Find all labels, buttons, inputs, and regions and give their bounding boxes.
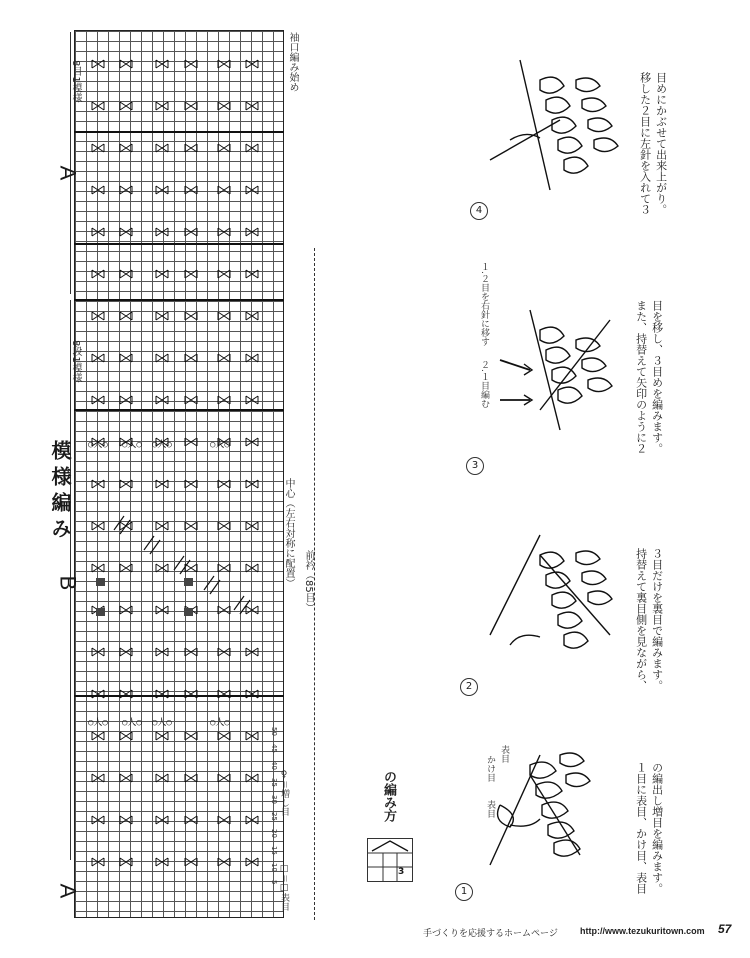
row-number: 15 xyxy=(270,846,278,855)
cable-cross-icon xyxy=(218,690,230,698)
row-number: 5 xyxy=(270,880,278,885)
repeat-label-8-rows: 8段1模様 xyxy=(70,340,81,383)
step-2-number: 2 xyxy=(460,678,478,696)
cable-cross-icon xyxy=(120,396,132,404)
cable-cross-icon xyxy=(120,270,132,278)
cable-cross-icon xyxy=(218,102,230,110)
section-label-b: B xyxy=(55,575,81,591)
cable-cross-icon xyxy=(185,522,197,530)
cable-cross-icon xyxy=(246,186,258,194)
cable-cross-icon xyxy=(92,858,104,866)
diagonal-cable-icon xyxy=(234,596,250,614)
method-heading: の編み方 xyxy=(381,770,396,822)
cable-cross-icon xyxy=(185,102,197,110)
repeat-label-8: 8目1模様 xyxy=(70,60,81,103)
cable-cross-icon xyxy=(120,816,132,824)
yarnover-decrease-mark: ○人○ xyxy=(122,440,142,450)
cable-cross-icon xyxy=(218,186,230,194)
cable-cross-icon xyxy=(120,60,132,68)
cable-cross-icon xyxy=(246,858,258,866)
cable-cross-icon xyxy=(218,396,230,404)
cable-cross-icon xyxy=(92,144,104,152)
cable-cross-icon xyxy=(92,60,104,68)
cable-cross-icon xyxy=(92,480,104,488)
cable-cross-icon xyxy=(218,144,230,152)
cable-cross-icon xyxy=(218,816,230,824)
cable-cross-icon xyxy=(246,522,258,530)
row-number: 40 xyxy=(270,761,278,770)
cable-cross-icon xyxy=(218,522,230,530)
legend-increase: ♀＝増し目 xyxy=(279,770,289,817)
filled-stitch-icon xyxy=(184,608,193,616)
step-3-caption-a: また、持替えて矢印のように２ xyxy=(634,300,648,454)
cable-cross-icon xyxy=(185,312,197,320)
cable-cross-icon xyxy=(185,144,197,152)
cable-cross-icon xyxy=(120,102,132,110)
cable-cross-icon xyxy=(156,186,168,194)
cable-symbols xyxy=(74,30,284,918)
yarnover-decrease-mark: ○人○ xyxy=(88,440,108,450)
cable-cross-icon xyxy=(120,690,132,698)
step-1-label-yarnover: かけ目 xyxy=(485,755,495,782)
cable-cross-icon xyxy=(120,564,132,572)
footer-tagline: 手づくりを応援するホームページ xyxy=(423,929,558,939)
cable-cross-icon xyxy=(92,186,104,194)
diagonal-cable-icon xyxy=(174,556,190,574)
cable-cross-icon xyxy=(156,270,168,278)
cable-cross-icon xyxy=(92,732,104,740)
method-symbol-number: 3 xyxy=(398,867,405,877)
step-4-caption-b: 目めにかぶせて出来上がり。 xyxy=(654,72,668,215)
diagonal-cable-icon xyxy=(144,536,160,554)
cable-cross-icon xyxy=(92,228,104,236)
cable-cross-icon xyxy=(156,354,168,362)
method-symbol-box xyxy=(367,838,413,882)
cable-cross-icon xyxy=(246,690,258,698)
cable-cross-icon xyxy=(156,690,168,698)
cable-cross-icon xyxy=(92,102,104,110)
cable-cross-icon xyxy=(120,144,132,152)
cable-cross-icon xyxy=(218,774,230,782)
yarnover-decrease-mark: ○人○ xyxy=(122,718,142,728)
step-3-label-slip: １.２目を右針に移す xyxy=(479,262,489,346)
row-number: 20 xyxy=(270,829,278,838)
step-1-number: 1 xyxy=(455,883,473,901)
cable-cross-icon xyxy=(156,102,168,110)
cable-cross-icon xyxy=(246,102,258,110)
cable-cross-icon xyxy=(185,690,197,698)
cable-cross-icon xyxy=(156,312,168,320)
cable-cross-icon xyxy=(92,816,104,824)
cable-cross-icon xyxy=(185,270,197,278)
cable-cross-icon xyxy=(156,60,168,68)
cable-cross-icon xyxy=(246,354,258,362)
cable-cross-icon xyxy=(156,606,168,614)
center-note: 中心（左右対称に配置） xyxy=(283,478,294,588)
cable-cross-icon xyxy=(246,438,258,446)
step-2-caption-a: 持替えて裏目側を見ながら、 xyxy=(634,548,648,691)
cable-cross-icon xyxy=(120,606,132,614)
cable-cross-icon xyxy=(246,228,258,236)
yarnover-decrease-mark: ○人○ xyxy=(88,718,108,728)
step-1-label-knit-b: 表目 xyxy=(499,745,509,763)
cable-cross-icon xyxy=(246,648,258,656)
cable-cross-icon xyxy=(120,228,132,236)
cable-cross-icon xyxy=(185,648,197,656)
cable-cross-icon xyxy=(185,732,197,740)
footer-url[interactable]: http://www.tezukuritown.com xyxy=(580,926,705,936)
cable-cross-icon xyxy=(92,774,104,782)
cable-cross-icon xyxy=(92,396,104,404)
cable-cross-icon xyxy=(185,858,197,866)
cable-cross-icon xyxy=(120,732,132,740)
section-label-a-bottom: A xyxy=(55,883,81,899)
cable-cross-icon xyxy=(92,690,104,698)
yarnover-decrease-mark: ○人○ xyxy=(152,718,172,728)
cable-cross-icon xyxy=(218,312,230,320)
cable-cross-icon xyxy=(185,60,197,68)
cable-cross-icon xyxy=(120,858,132,866)
row-number: 10 xyxy=(270,863,278,872)
cable-cross-icon xyxy=(120,312,132,320)
step-4-illustration xyxy=(480,50,620,210)
cable-cross-icon xyxy=(156,144,168,152)
cable-cross-icon xyxy=(218,270,230,278)
yarnover-decrease-mark: ○人○ xyxy=(210,718,230,728)
cable-cross-icon xyxy=(156,522,168,530)
chart-title: 模様編み xyxy=(48,440,72,544)
cable-cross-icon xyxy=(246,606,258,614)
step-4-number: 4 xyxy=(470,202,488,220)
cable-cross-icon xyxy=(92,564,104,572)
step-3-illustration xyxy=(480,300,620,450)
step-2-illustration xyxy=(480,525,620,675)
cable-cross-icon xyxy=(218,732,230,740)
cable-cross-icon xyxy=(156,816,168,824)
cable-cross-icon xyxy=(246,564,258,572)
step-3-caption-b: 目を移し、３目めを編みます。 xyxy=(650,300,664,454)
cable-cross-icon xyxy=(246,732,258,740)
step-1-caption-a: １目に表目、かけ目、表目 xyxy=(634,762,648,894)
cable-cross-icon xyxy=(185,396,197,404)
cable-cross-icon xyxy=(120,354,132,362)
cable-cross-icon xyxy=(92,522,104,530)
cable-cross-icon xyxy=(92,354,104,362)
step-1-caption-b: の編出し増目を編みます。 xyxy=(650,762,664,894)
cable-cross-icon xyxy=(185,438,197,446)
section-label-a-top: A xyxy=(55,165,81,181)
step-3-number: 3 xyxy=(466,457,484,475)
cable-cross-icon xyxy=(185,774,197,782)
row-number: 50 xyxy=(270,727,278,736)
front-width-label: 前衿（85目） xyxy=(303,550,314,613)
step-1-label-knit-a: 表目 xyxy=(485,800,495,818)
cable-cross-icon xyxy=(246,144,258,152)
cable-cross-icon xyxy=(156,480,168,488)
cable-cross-icon xyxy=(246,396,258,404)
cable-cross-icon xyxy=(120,480,132,488)
cable-cross-icon xyxy=(246,312,258,320)
cable-cross-icon xyxy=(156,732,168,740)
row-number: 35 xyxy=(270,778,278,787)
begin-row-label: 袖口編み始め xyxy=(287,32,298,92)
cable-cross-icon xyxy=(92,648,104,656)
cable-cross-icon xyxy=(185,816,197,824)
method-symbol-icon xyxy=(368,839,412,881)
cable-cross-icon xyxy=(156,396,168,404)
diagonal-cable-icon xyxy=(204,576,220,594)
legend-knit: □＝□表目 xyxy=(279,864,289,912)
cable-cross-icon xyxy=(246,480,258,488)
cable-cross-icon xyxy=(246,774,258,782)
yarnover-decrease-mark: ○人○ xyxy=(152,440,172,450)
cable-cross-icon xyxy=(218,228,230,236)
cable-cross-icon xyxy=(185,354,197,362)
yarnover-decrease-mark: ○人○ xyxy=(210,440,230,450)
cable-cross-icon xyxy=(156,228,168,236)
row-number: 45 xyxy=(270,744,278,753)
cable-cross-icon xyxy=(246,60,258,68)
cable-cross-icon xyxy=(185,228,197,236)
cable-cross-icon xyxy=(185,480,197,488)
cable-cross-icon xyxy=(92,270,104,278)
step-3-label-knit: ２.１目編む xyxy=(479,360,489,408)
row-number: 25 xyxy=(270,812,278,821)
filled-stitch-icon xyxy=(96,578,105,586)
cable-cross-icon xyxy=(218,564,230,572)
cable-cross-icon xyxy=(120,186,132,194)
cable-cross-icon xyxy=(120,648,132,656)
cable-cross-icon xyxy=(246,816,258,824)
page-number: 57 xyxy=(718,922,732,936)
step-4-caption-a: 移した２目に左針を入れて３ xyxy=(638,72,652,215)
cable-cross-icon xyxy=(156,564,168,572)
filled-stitch-icon xyxy=(184,578,193,586)
filled-stitch-icon xyxy=(96,608,105,616)
cable-cross-icon xyxy=(218,60,230,68)
cable-cross-icon xyxy=(156,858,168,866)
cable-cross-icon xyxy=(218,858,230,866)
cable-cross-icon xyxy=(218,606,230,614)
cable-cross-icon xyxy=(120,774,132,782)
cable-cross-icon xyxy=(156,774,168,782)
cable-cross-icon xyxy=(218,648,230,656)
cable-cross-icon xyxy=(218,480,230,488)
cable-cross-icon xyxy=(185,186,197,194)
row-number: 30 xyxy=(270,795,278,804)
cable-cross-icon xyxy=(156,648,168,656)
cable-cross-icon xyxy=(246,270,258,278)
dimension-line xyxy=(314,248,315,920)
step-2-caption-b: ３目だけを裏目で編みます。 xyxy=(650,548,664,691)
cable-cross-icon xyxy=(218,354,230,362)
cable-cross-icon xyxy=(92,312,104,320)
